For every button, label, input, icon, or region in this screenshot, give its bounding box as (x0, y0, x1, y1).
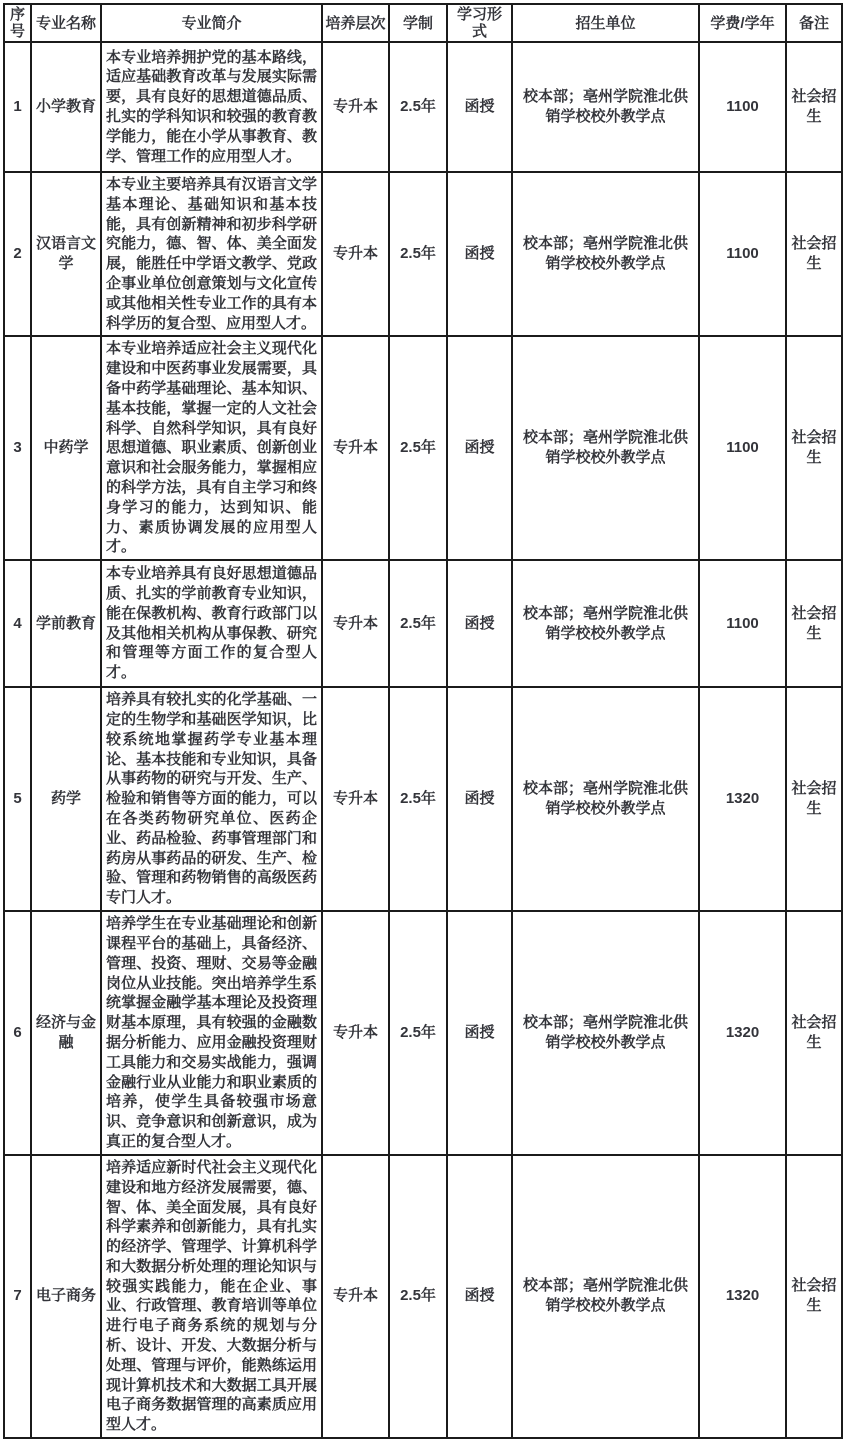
cell-level: 专升本 (322, 911, 389, 1155)
table-row (4, 911, 842, 1155)
column-header-note: 备注 (786, 4, 842, 42)
cell-duration: 2.5年 (389, 1155, 447, 1438)
cell-level: 专升本 (322, 560, 389, 687)
cell-form: 函授 (447, 172, 512, 336)
cell-tuition: 1320 (699, 687, 786, 911)
cell-unit: 校本部；亳州学院淮北供销学校校外教学点 (512, 560, 699, 687)
cell-intro: 培养适应新时代社会主义现代化建设和地方经济发展需要，德、智、体、美全面发展，具有良好科学素养和创新能力，具有扎实的经济学、管理学、计算机科学和大数据分析处理的理论知识与较强实践能力，能在企业、事业、行政管理、教育培训等单位进行电子商务系统的规划与分析、设计、开发、大数据分析与处理、管理与评价，能熟练运用现计算机技术和大数据工具开展电子商务数据管理的高素质应用型人才。 (101, 1155, 322, 1438)
cell-no: 6 (4, 911, 31, 1155)
cell-name: 药学 (31, 687, 101, 911)
table-row (4, 172, 842, 336)
cell-note: 社会招生 (786, 560, 842, 687)
table-row (4, 1155, 842, 1438)
cell-form: 函授 (447, 911, 512, 1155)
cell-note: 社会招生 (786, 172, 842, 336)
cell-unit: 校本部；亳州学院淮北供销学校校外教学点 (512, 687, 699, 911)
programs-table (3, 3, 843, 1439)
table-row (4, 336, 842, 560)
cell-tuition: 1100 (699, 560, 786, 687)
cell-duration: 2.5年 (389, 42, 447, 172)
cell-level: 专升本 (322, 172, 389, 336)
cell-intro: 本专业培养适应社会主义现代化建设和中医药事业发展需要，具备中药学基础理论、基本知识、基本技能，掌握一定的人文社会科学、自然科学知识，具有良好思想道德、职业素质、创新创业意识和社会服务能力，掌握相应的科学方法，具有自主学习和终身学习的能力，达到知识、能力、素质协调发展的应用型人才。 (101, 336, 322, 560)
cell-intro: 本专业培养拥护党的基本路线，适应基础教育改革与发展实际需要，具有良好的思想道德品质、扎实的学科知识和较强的教育教学能力，能在小学从事教育、教学、管理工作的应用型人才。 (101, 42, 322, 172)
cell-unit: 校本部；亳州学院淮北供销学校校外教学点 (512, 336, 699, 560)
cell-intro: 培养学生在专业基础理论和创新课程平台的基础上，具备经济、管理、投资、理财、交易等金融岗位从业技能。突出培养学生系统掌握金融学基本理论及投资理财基本原理，具有较强的金融数据分析能力、应用金融投资理财工具能力和交易实战能力，强调金融行业从业能力和职业素质的培养，使学生具备较强市场意识、竞争意识和创新意识，成为真正的复合型人才。 (101, 911, 322, 1155)
table-row (4, 560, 842, 687)
cell-unit: 校本部；亳州学院淮北供销学校校外教学点 (512, 42, 699, 172)
cell-level: 专升本 (322, 1155, 389, 1438)
column-header-intro: 专业简介 (101, 4, 322, 42)
cell-duration: 2.5年 (389, 560, 447, 687)
cell-tuition: 1100 (699, 42, 786, 172)
column-header-no: 序号 (4, 4, 31, 42)
cell-name: 经济与金融 (31, 911, 101, 1155)
cell-form: 函授 (447, 336, 512, 560)
cell-no: 1 (4, 42, 31, 172)
cell-level: 专升本 (322, 336, 389, 560)
cell-name: 学前教育 (31, 560, 101, 687)
cell-tuition: 1100 (699, 336, 786, 560)
cell-level: 专升本 (322, 687, 389, 911)
cell-name: 汉语言文学 (31, 172, 101, 336)
cell-tuition: 1320 (699, 911, 786, 1155)
table-body (4, 42, 842, 1438)
cell-unit: 校本部；亳州学院淮北供销学校校外教学点 (512, 911, 699, 1155)
cell-note: 社会招生 (786, 336, 842, 560)
cell-no: 5 (4, 687, 31, 911)
cell-no: 7 (4, 1155, 31, 1438)
cell-level: 专升本 (322, 42, 389, 172)
cell-tuition: 1100 (699, 172, 786, 336)
column-header-duration: 学制 (389, 4, 447, 42)
cell-unit: 校本部；亳州学院淮北供销学校校外教学点 (512, 172, 699, 336)
cell-duration: 2.5年 (389, 172, 447, 336)
table-header (4, 4, 842, 42)
cell-note: 社会招生 (786, 911, 842, 1155)
cell-form: 函授 (447, 560, 512, 687)
column-header-form: 学习形式 (447, 4, 512, 42)
cell-tuition: 1320 (699, 1155, 786, 1438)
cell-intro: 本专业培养具有良好思想道德品质、扎实的学前教育专业知识，能在保教机构、教育行政部门以及其他相关机构从事保教、研究和管理等方面工作的复合型人才。 (101, 560, 322, 687)
cell-note: 社会招生 (786, 42, 842, 172)
cell-form: 函授 (447, 1155, 512, 1438)
cell-form: 函授 (447, 42, 512, 172)
cell-no: 2 (4, 172, 31, 336)
cell-no: 4 (4, 560, 31, 687)
cell-name: 中药学 (31, 336, 101, 560)
cell-intro: 培养具有较扎实的化学基础、一定的生物学和基础医学知识，比较系统地掌握药学专业基本理论、基本技能和专业知识，具备从事药物的研究与开发、生产、检验和销售等方面的能力，可以在各类药物研究单位、医药企业、药品检验、药事管理部门和药房从事药品的研发、生产、检验、管理和药物销售的高级医药专门人才。 (101, 687, 322, 911)
column-header-unit: 招生单位 (512, 4, 699, 42)
table-row (4, 687, 842, 911)
cell-duration: 2.5年 (389, 687, 447, 911)
cell-no: 3 (4, 336, 31, 560)
header-row (4, 4, 842, 42)
cell-name: 电子商务 (31, 1155, 101, 1438)
column-header-tuition: 学费/学年 (699, 4, 786, 42)
cell-duration: 2.5年 (389, 336, 447, 560)
cell-duration: 2.5年 (389, 911, 447, 1155)
cell-unit: 校本部；亳州学院淮北供销学校校外教学点 (512, 1155, 699, 1438)
column-header-level: 培养层次 (322, 4, 389, 42)
cell-form: 函授 (447, 687, 512, 911)
cell-intro: 本专业主要培养具有汉语言文学基本理论、基础知识和基本技能，具有创新精神和初步科学研究能力，德、智、体、美全面发展，能胜任中学语文教学、党政企事业单位创意策划与文化宣传或其他相关性专业工作的具有本科学历的复合型、应用型人才。 (101, 172, 322, 336)
cell-name: 小学教育 (31, 42, 101, 172)
cell-note: 社会招生 (786, 687, 842, 911)
table-row (4, 42, 842, 172)
column-header-name: 专业名称 (31, 4, 101, 42)
cell-note: 社会招生 (786, 1155, 842, 1438)
